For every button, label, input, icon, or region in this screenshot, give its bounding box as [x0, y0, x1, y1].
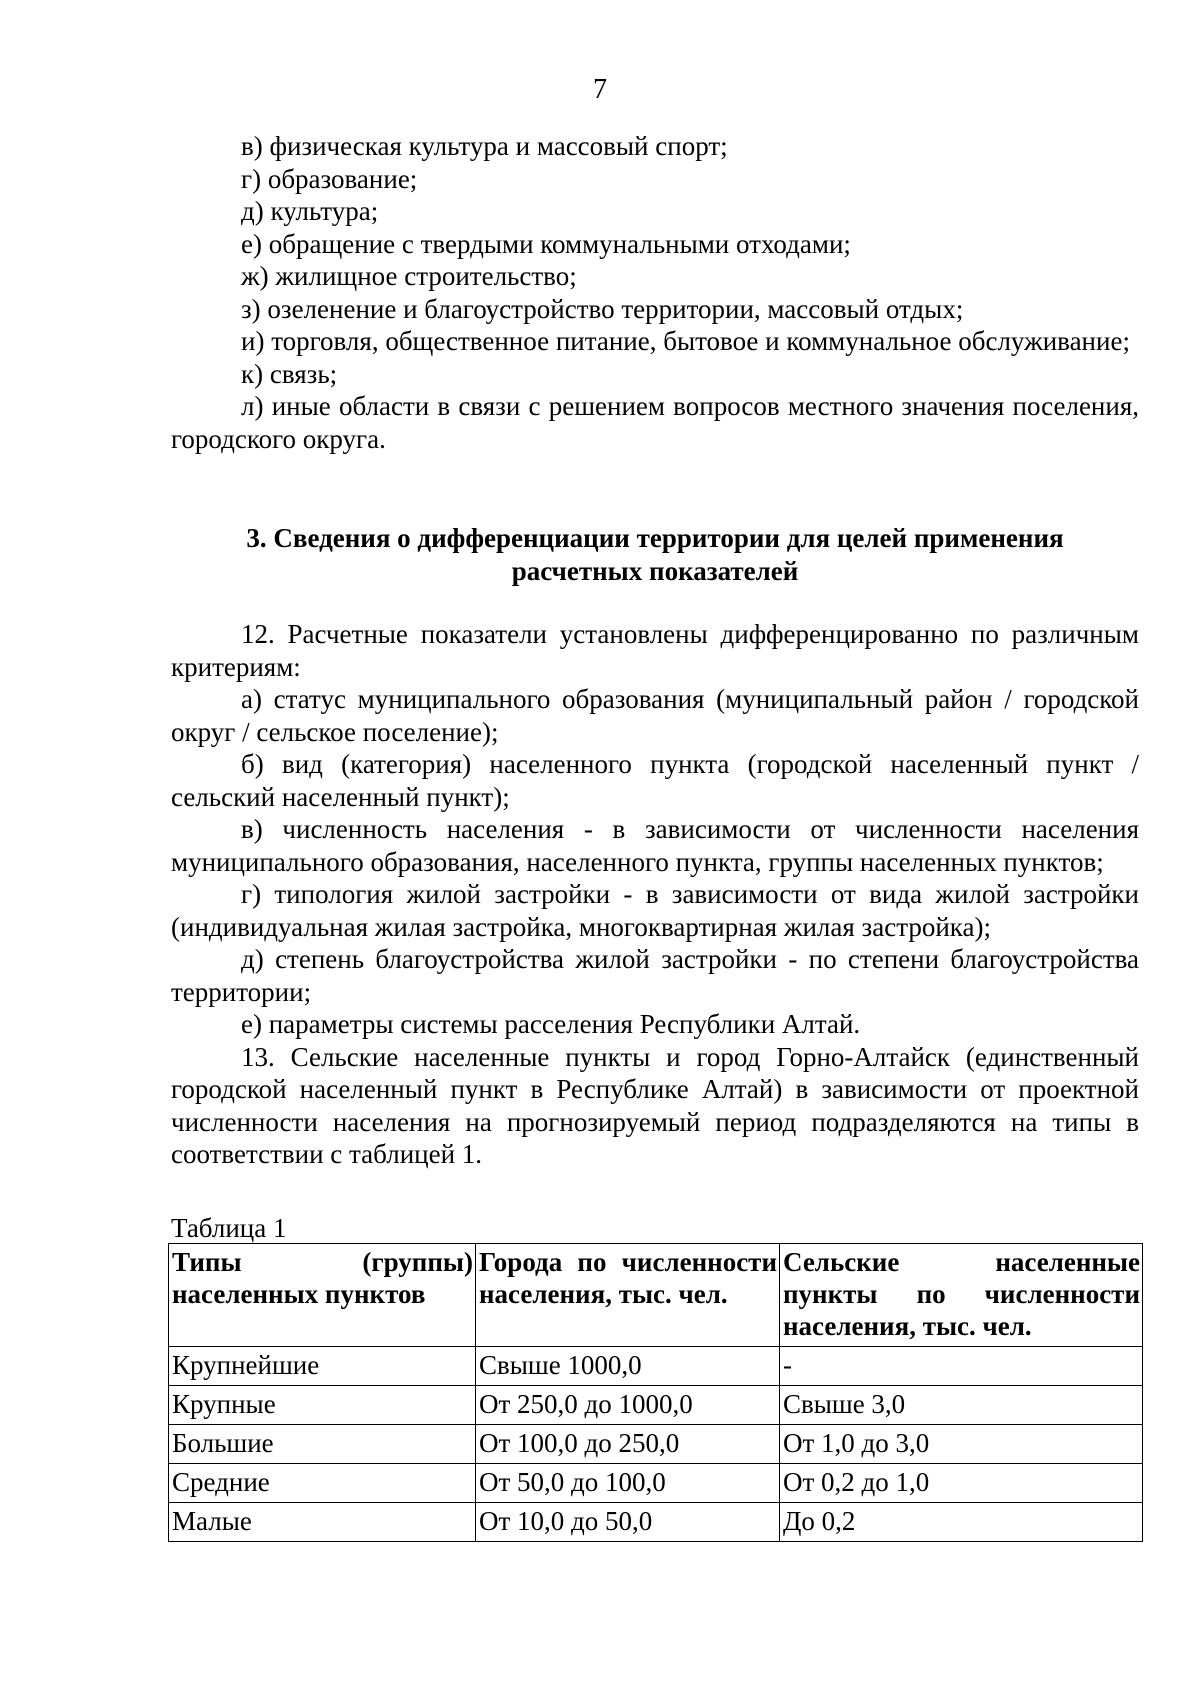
table-cell: Крупные — [169, 1386, 476, 1425]
list-item: г) образование; — [241, 163, 418, 194]
table-header-row — [169, 1244, 1143, 1347]
list-item: и) торговля, общественное питание, бытовое и коммунальное обслуживание; — [241, 326, 1130, 356]
criteria-item: б) вид (категория) населенного пункта (городской населенный пункт / сельский населенный пункт); — [171, 749, 1139, 812]
table-cell: Свыше 1000,0 — [476, 1347, 780, 1386]
table-cell: От 10,0 до 50,0 — [476, 1503, 780, 1542]
list-item: е) обращение с твердыми коммунальными отходами; — [241, 228, 851, 259]
table-header-cell: Сельские населенные пункты по численности населения, тыс. чел. — [780, 1244, 1143, 1347]
table-cell: От 1,0 до 3,0 — [780, 1425, 1143, 1464]
table-cell: Малые — [169, 1503, 476, 1542]
list-top — [171, 130, 1139, 455]
list-item: л) иные области в связи с решением вопросов местного значения поселения, городского округа. — [171, 391, 1139, 454]
table-cell: От 250,0 до 1000,0 — [476, 1386, 780, 1425]
table-caption: Таблица 1 — [171, 1213, 287, 1243]
page-number: 7 — [593, 74, 607, 105]
table-cell: Большие — [169, 1425, 476, 1464]
criteria-item: д) степень благоустройства жилой застройки - по степени благоустройства территории; — [171, 944, 1139, 1007]
paragraph-12: 12. Расчетные показатели установлены дифференцированно по различным критериям: — [171, 619, 1139, 682]
table-row — [169, 1503, 1143, 1542]
table-cell: Крупнейшие — [169, 1347, 476, 1386]
table-cell: До 0,2 — [780, 1503, 1143, 1542]
list-item: д) культура; — [241, 196, 379, 226]
section-heading-line: расчетных показателей — [511, 556, 799, 586]
table-cell: От 0,2 до 1,0 — [780, 1464, 1143, 1503]
section-heading — [171, 522, 1139, 588]
list-item: в) физическая культура и массовый спорт; — [241, 131, 728, 161]
criteria-item: а) статус муниципального образования (муниципальный район / городской округ / сельское поселение); — [171, 684, 1139, 747]
list-item: ж) жилищное строительство; — [241, 261, 577, 291]
table-cell: От 100,0 до 250,0 — [476, 1425, 780, 1464]
table-cell: - — [780, 1347, 1143, 1386]
table-row — [169, 1347, 1143, 1386]
table-cell: От 50,0 до 100,0 — [476, 1464, 780, 1503]
list-item: з) озеленение и благоустройство территории, массовый отдых; — [241, 293, 964, 324]
criteria-item: в) численность населения - в зависимости от численности населения муниципального образования, населенного пункта, группы населенных пунктов; — [171, 814, 1139, 877]
table-row — [169, 1386, 1143, 1425]
table-header-cell: Типы (группы) населенных пунктов — [169, 1244, 476, 1347]
paragraph-13: 13. Сельские населенные пункты и город Горно-Алтайск (единственный городской населенный пункт в Республике Алтай) в зависимости от проектной численности населения на прогнозируемый период подразделяются на типы в соответствии с таблицей 1. — [171, 1041, 1139, 1169]
list-item: к) связь; — [241, 358, 338, 389]
table-cell: Свыше 3,0 — [780, 1386, 1143, 1425]
criteria-item: е) параметры системы расселения Республики Алтай. — [241, 1009, 861, 1039]
criteria-item: г) типология жилой застройки - в зависимости от вида жилой застройки (индивидуальная жилая застройка, многоквартирная жилая застройка); — [171, 879, 1139, 942]
body-text — [171, 618, 1139, 1171]
table-header-cell: Города по численности населения, тыс. чел. — [476, 1244, 780, 1347]
section-heading-line: 3. Сведения о дифференциации территории для целей применения — [246, 523, 1064, 553]
table-row — [169, 1425, 1143, 1464]
settlement-types-table — [168, 1243, 1143, 1542]
table-cell: Средние — [169, 1464, 476, 1503]
table-row — [169, 1464, 1143, 1503]
